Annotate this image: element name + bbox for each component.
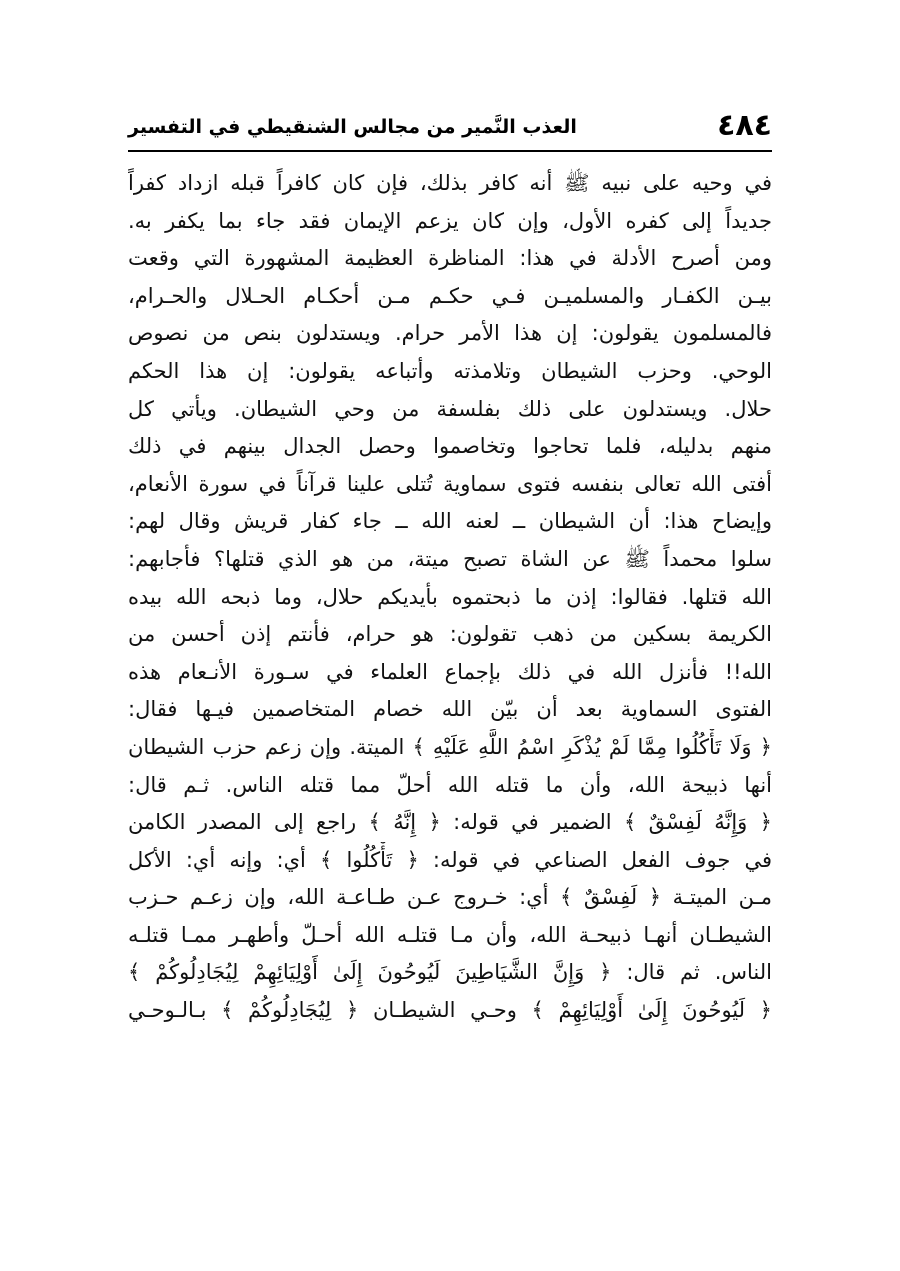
- body-text: [128, 165, 772, 1030]
- text-line: بيـن الكفـار والمسلميـن فـي حكـم مـن أحكـام الحـلال والحـرام،: [128, 283, 772, 308]
- quran-line: ﴿ لَيُوحُونَ إِلَىٰ أَوْلِيَائِهِمْ ﴾ وحـي الشيطـان ﴿ لِيُجَادِلُوكُمْ ﴾ بـالـوحـي: [128, 998, 772, 1023]
- text-line: الله قتلها. فقالوا: إذن ما ذبحتموه بأيديكم حلال، وما ذبحه الله بيده: [128, 584, 772, 609]
- text-line: جديداً إلى كفره الأول، وإن كان يزعم الإيمان فقد جاء بما يكفر به.: [128, 208, 772, 233]
- text-line: الشيطـان أنهـا ذبيحـة الله، وأن مـا قتلـه الله أحـلّ وأطهـر ممـا قتلـه: [128, 922, 772, 947]
- text-line: أنها ذبيحة الله، وأن ما قتله الله أحلّ مما قتله الناس. ثـم قال:: [128, 772, 772, 797]
- quran-line: ﴿ وَلَا تَأْكُلُوا مِمَّا لَمْ يُذْكَرِ اسْمُ اللَّهِ عَلَيْهِ ﴾ الميتة. وإن زعم حزب الشيطان: [128, 734, 772, 759]
- text-line: سلوا محمداً ﷺ عن الشاة تصبح ميتة، من هو الذي قتلها؟ فأجابهم:: [128, 546, 772, 571]
- text-line: الله!! فأنزل الله في ذلك بإجماع العلماء في سـورة الأنـعام هذه: [128, 659, 772, 684]
- text-line: فالمسلمون يقولون: إن هذا الأمر حرام. ويستدلون بنص من نصوص: [128, 321, 772, 346]
- running-title: العذب النَّمير من مجالس الشنقيطي في التفسير: [128, 116, 577, 138]
- text-line: في وحيه على نبيه ﷺ أنه كافر بذلك، فإن كان كافراً قبله ازداد كفراً: [128, 171, 772, 195]
- page-number: ٤٨٤: [717, 108, 772, 143]
- quran-line: ﴿ وَإِنَّهُ لَفِسْقٌ ﴾ الضمير في قوله: ﴿ إِنَّهُ ﴾ راجع إلى المصدر الكامن: [128, 810, 772, 835]
- text-line: وإيضاح هذا: أن الشيطان ــ لعنه الله ــ جاء كفار قريش وقال لهم:: [128, 509, 772, 534]
- quran-line: في جوف الفعل الصناعي في قوله: ﴿ تَأْكُلُوا ﴾ أي: وإنه أي: الأكل: [128, 847, 772, 872]
- quran-line: الناس. ثم قال: ﴿ وَإِنَّ الشَّيَاطِينَ لَيُوحُونَ إِلَىٰ أَوْلِيَائِهِمْ لِيُجَادِلُوكُمْ ﴾: [128, 960, 772, 985]
- text-line: ومن أصرح الأدلة في هذا: المناظرة العظيمة المشهورة التي وقعت: [128, 246, 772, 271]
- text-line: حلال. ويستدلون على ذلك بفلسفة من وحي الشيطان. ويأتي كل: [128, 396, 772, 421]
- text-line: الوحي. وحزب الشيطان وتلامذته وأتباعه يقولون: إن هذا الحكم: [128, 358, 772, 383]
- text-line: منهم بدليله، فلما تحاجوا وتخاصموا وحصل الجدال بينهم في ذلك: [128, 434, 772, 459]
- quran-line: مـن الميتـة ﴿ لَفِسْقٌ ﴾ أي: خـروج عـن طـاعـة الله، وإن زعـم حـزب: [128, 885, 772, 910]
- text-line: الفتوى السماوية بعد أن بيّن الله خصام المتخاصمين فيـها فقال:: [128, 697, 772, 722]
- text-line: أفتى الله تعالى بنفسه فتوى سماوية تُتلى علينا قرآناً في سورة الأنعام،: [128, 471, 772, 496]
- page-header: [128, 108, 772, 148]
- header-divider: [128, 150, 772, 152]
- text-line: الكريمة بسكين من ذهب تقولون: هو حرام، فأنتم إذن أحسن من: [128, 622, 772, 647]
